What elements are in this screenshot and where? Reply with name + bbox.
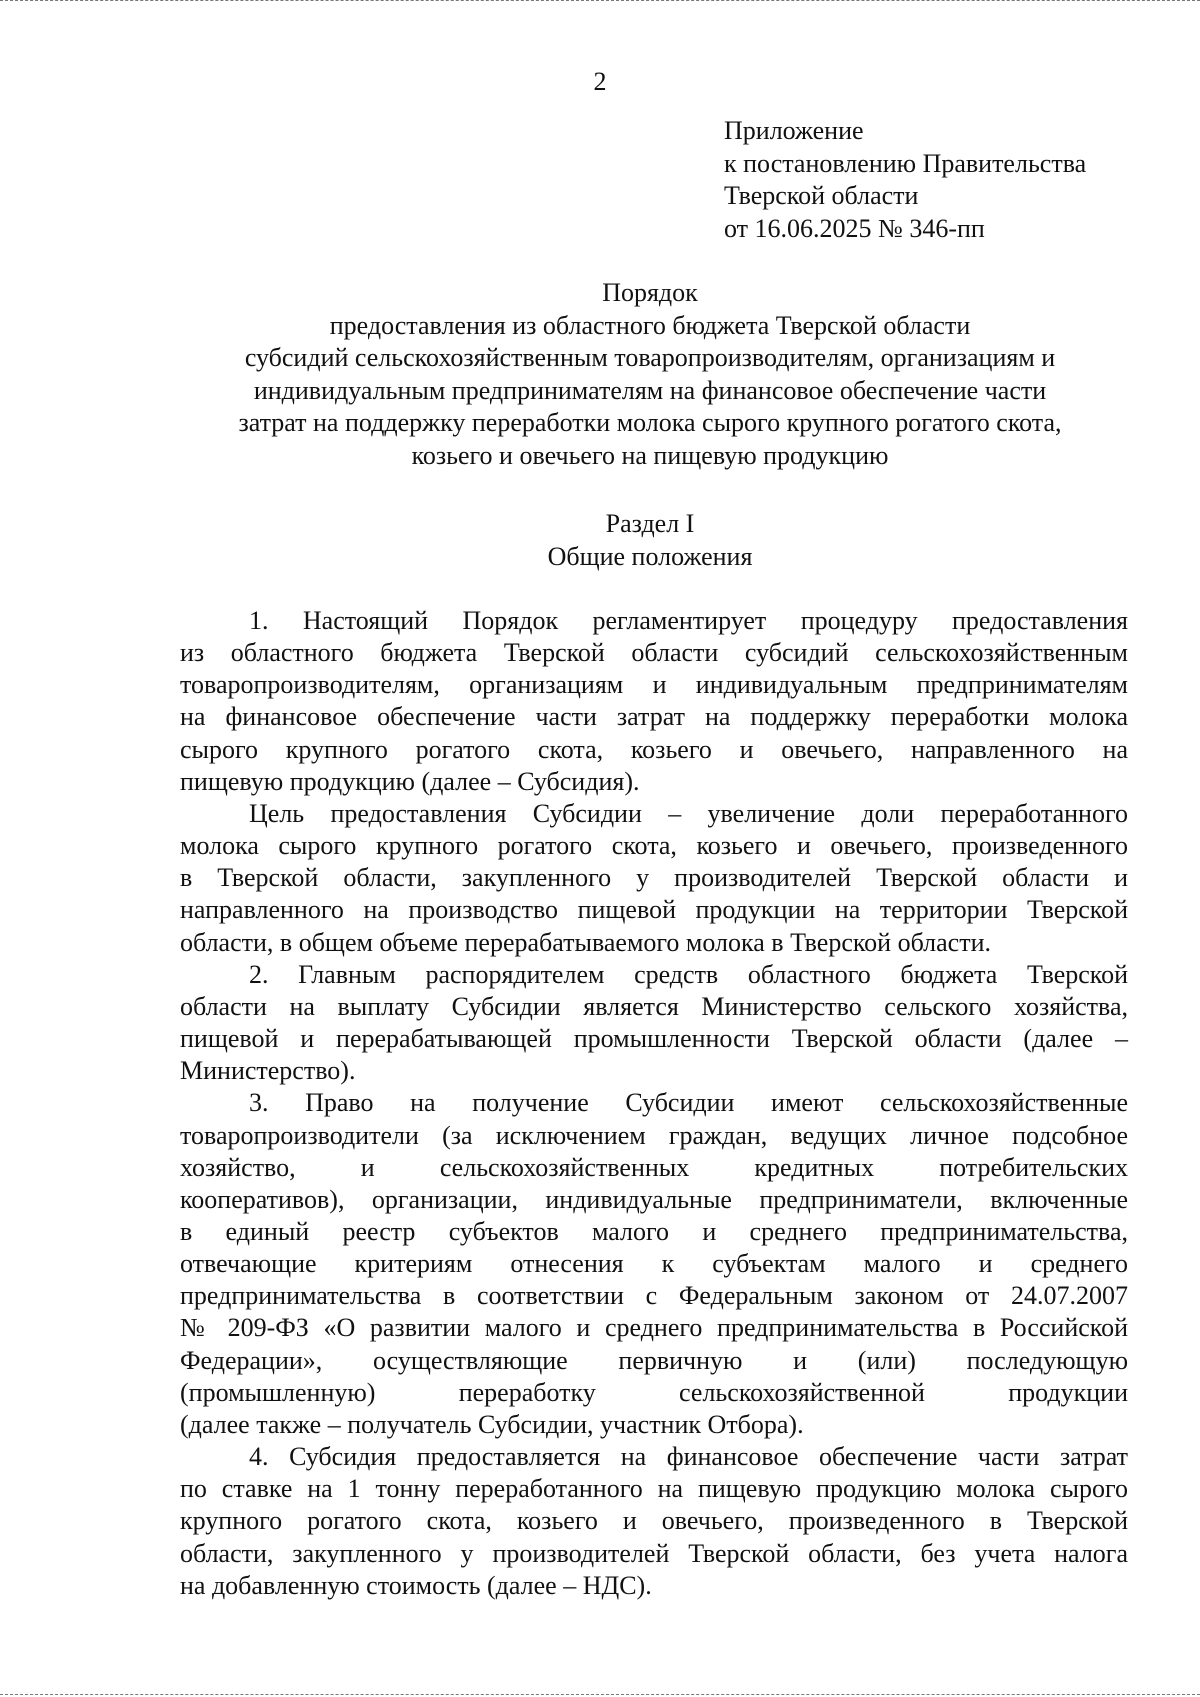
paragraph-line: предпринимательства в соответствии с Федеральным законом от 24.07.2007 <box>180 1281 1128 1311</box>
paragraph-line: области на выплату Субсидии является Министерство сельского хозяйства, <box>180 991 1128 1021</box>
paragraph <box>180 1087 1128 1441</box>
paragraph-line: в Тверской области, закупленного у производителей Тверской области и <box>180 863 1128 893</box>
appendix-block <box>724 115 1086 245</box>
page-number: 2 <box>593 67 607 96</box>
paragraph-line: 3. Право на получение Субсидии имеют сельскохозяйственные <box>249 1088 1128 1118</box>
document-title <box>180 277 1120 472</box>
paragraph-line: (далее также – получатель Субсидии, участник Отбора). <box>180 1409 804 1439</box>
paragraph-line: кооперативов), организации, индивидуальные предприниматели, включенные <box>180 1184 1128 1214</box>
paragraph-line: пищевую продукцию (далее – Субсидия). <box>180 766 640 796</box>
paragraph-line: пищевой и перерабатывающей промышленности Тверской области (далее – <box>180 1024 1128 1054</box>
paragraph <box>180 1441 1128 1602</box>
title-line: предоставления из областного бюджета Тверской области <box>329 310 971 340</box>
paragraph-line: направленного на производство пищевой продукции на территории Тверской <box>180 895 1128 925</box>
paragraph-line: области, в общем объеме перерабатываемого молока в Тверской области. <box>180 927 992 957</box>
appendix-line: к постановлению Правительства <box>724 148 1087 178</box>
paragraph-line: товаропроизводителям, организациям и индивидуальным предпринимателям <box>180 670 1128 700</box>
title-line: индивидуальным предпринимателям на финансовое обеспечение части <box>253 375 1047 405</box>
paragraph <box>180 959 1128 1088</box>
paragraph-line: на добавленную стоимость (далее – НДС). <box>180 1570 652 1600</box>
paragraph-line: хозяйство, и сельскохозяйственных кредитных потребительских <box>180 1152 1128 1182</box>
title-line: козьего и овечьего на пищевую продукцию <box>411 440 889 470</box>
paragraph-line: в единый реестр субъектов малого и среднего предпринимательства, <box>180 1216 1128 1246</box>
paragraph-line: Федерации», осуществляющие первичную и (или) последующую <box>180 1345 1128 1375</box>
paragraph-line: на финансовое обеспечение части затрат на поддержку переработки молока <box>180 702 1128 732</box>
paragraph-line: № 209-ФЗ «О развитии малого и среднего предпринимательства в Российской <box>180 1313 1128 1343</box>
document-body <box>180 605 1128 1602</box>
appendix-line: от 16.06.2025 № 346-пп <box>724 213 985 243</box>
appendix-line: Тверской области <box>724 181 919 210</box>
paragraph-line: Министерство). <box>180 1056 356 1086</box>
paragraph <box>180 798 1128 959</box>
section-heading <box>180 507 1120 573</box>
paragraph-line: крупного рогатого скота, козьего и овечьего, произведенного в Тверской <box>180 1506 1128 1536</box>
appendix-line: Приложение <box>724 116 864 145</box>
paragraph-line: Цель предоставления Субсидии – увеличение доли переработанного <box>249 798 1128 828</box>
title-line: субсидий сельскохозяйственным товаропроизводителям, организациям и <box>244 343 1056 372</box>
paragraph-line: из областного бюджета Тверской области субсидий сельскохозяйственным <box>180 638 1128 668</box>
title-heading: Порядок <box>602 278 698 307</box>
paragraph-line: сырого крупного рогатого скота, козьего и овечьего, направленного на <box>180 734 1128 764</box>
scan-edge-bottom <box>0 1692 1200 1695</box>
paragraph-line: 2. Главным распорядителем средств областного бюджета Тверской <box>249 959 1128 989</box>
section-number: Раздел I <box>605 509 695 538</box>
paragraph-line: товаропроизводители (за исключением граждан, ведущих личное подсобное <box>180 1120 1128 1150</box>
paragraph-line: отвечающие критериям отнесения к субъектам малого и среднего <box>180 1249 1128 1279</box>
paragraph-line: по ставке на 1 тонну переработанного на пищевую продукцию молока сырого <box>180 1474 1128 1504</box>
paragraph <box>180 605 1128 798</box>
scan-edge-top <box>0 0 1200 4</box>
paragraph-line: (промышленную) переработку сельскохозяйственной продукции <box>180 1377 1128 1407</box>
title-line: затрат на поддержку переработки молока сырого крупного рогатого скота, <box>238 408 1062 437</box>
paragraph-line: 1. Настоящий Порядок регламентирует процедуру предоставления <box>249 606 1128 635</box>
paragraph-line: 4. Субсидия предоставляется на финансовое обеспечение части затрат <box>249 1442 1128 1472</box>
paragraph-line: области, закупленного у производителей Тверской области, без учета налога <box>180 1538 1128 1568</box>
section-name: Общие положения <box>547 542 753 571</box>
paragraph-line: молока сырого крупного рогатого скота, козьего и овечьего, произведенного <box>180 831 1128 861</box>
